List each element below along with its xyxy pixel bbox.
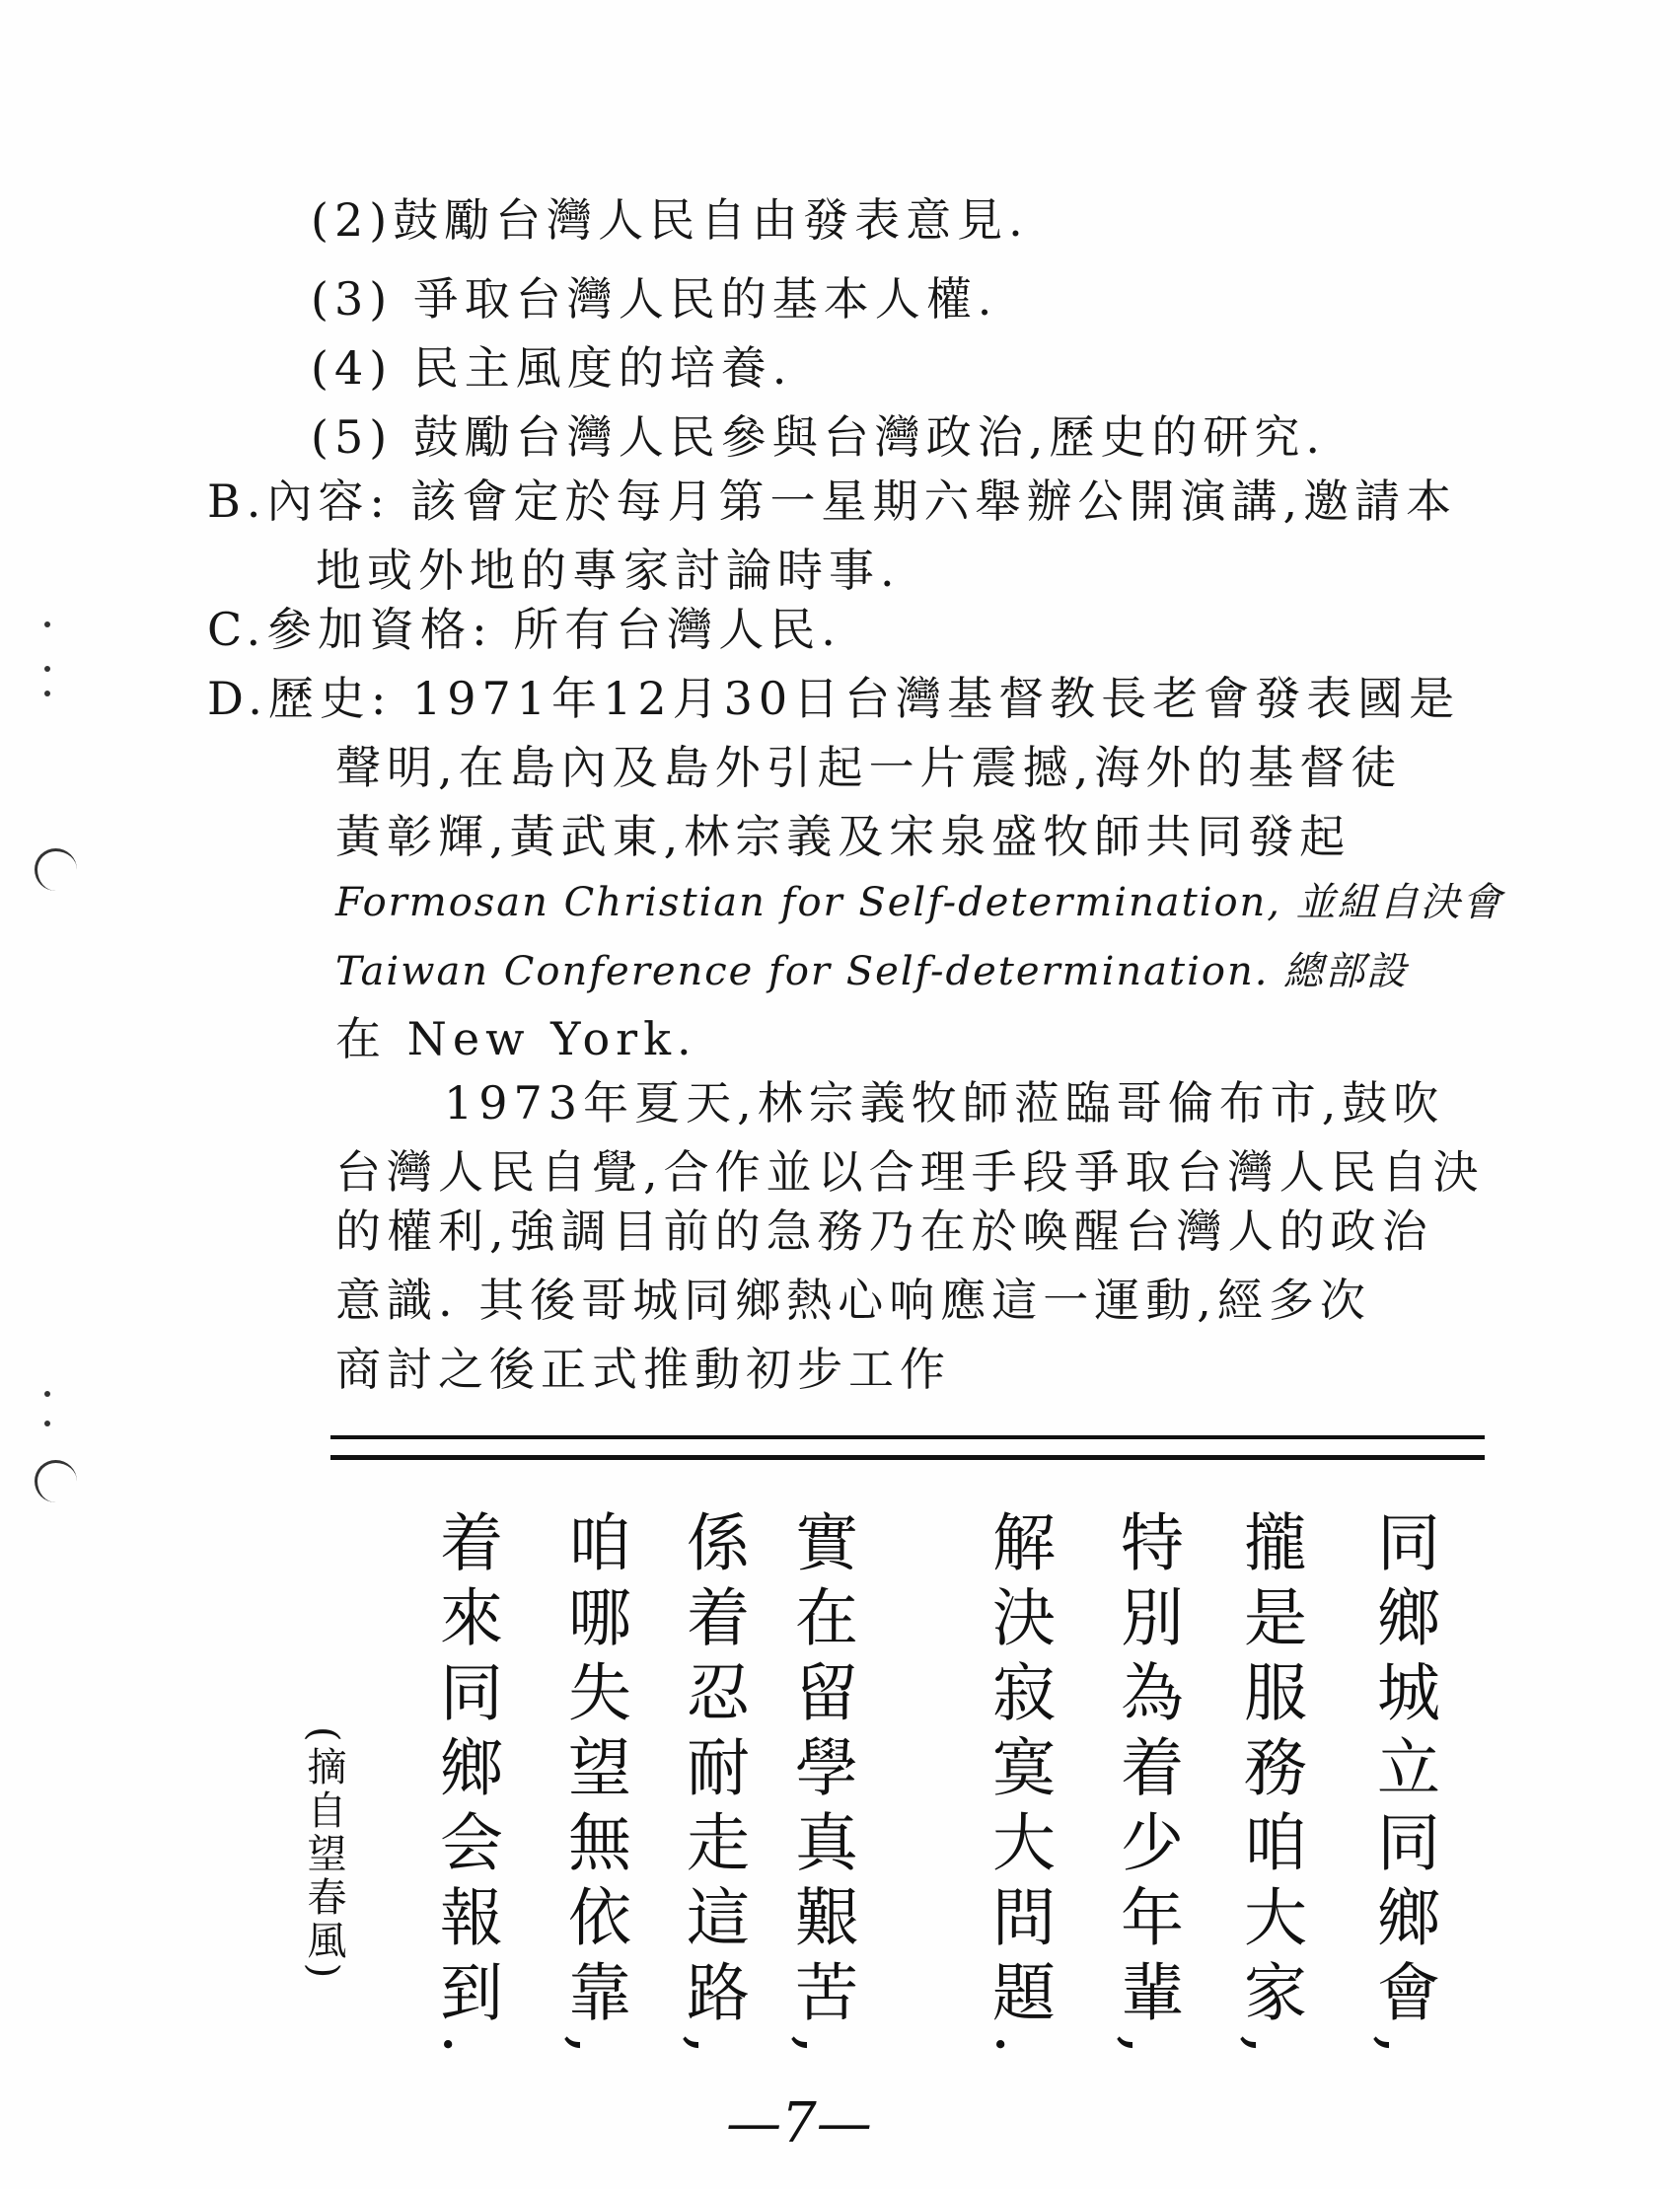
scan-dot <box>44 621 50 627</box>
poem-column: 攏是服務咱大家, <box>1233 1509 1306 2067</box>
text-line: (3) 爭取台灣人民的基本人權. <box>311 272 998 326</box>
text-line: (4) 民主風度的培養. <box>311 341 793 395</box>
poem-column: 特別為着少年輩, <box>1110 1509 1183 2067</box>
text-line: (2)鼓勵台灣人民自由發表意見. <box>311 193 1029 247</box>
poem-column: 同鄉城立同鄉會, <box>1366 1509 1439 2067</box>
text-line: Formosan Christian for Self-determination, 並組自決會 <box>335 880 1503 925</box>
text-line: 地或外地的專家討論時事. <box>316 544 901 597</box>
text-line: C.參加資格: 所有台灣人民. <box>207 603 841 656</box>
text-line: Taiwan Conference for Self-determination. 總部設 <box>335 949 1409 994</box>
text-line: D.歷史: 1971年12月30日台灣基督教長老會發表國是 <box>207 672 1461 725</box>
poem-column: 解決寂寞大問題. <box>982 1509 1055 2067</box>
page-number: —7— <box>726 2091 872 2155</box>
poem-column: 實在留學真艱苦, <box>784 1509 857 2067</box>
text-line: 的權利,強調目前的急務乃在於喚醒台灣人的政治 <box>335 1204 1433 1258</box>
poem-column: 咱哪失望無依靠, <box>557 1509 630 2067</box>
binder-hole-top <box>35 848 77 891</box>
divider-line <box>330 1455 1485 1460</box>
text-line: 聲明,在島內及島外引起一片震撼,海外的基督徒 <box>335 741 1403 794</box>
scan-dot <box>44 1391 50 1397</box>
text-line: 意識. 其後哥城同鄉熱心响應這一運動,經多次 <box>335 1274 1371 1327</box>
poem-column: 係着忍耐走這路, <box>676 1509 749 2067</box>
divider-line <box>330 1435 1485 1439</box>
scan-dot <box>44 1421 50 1426</box>
text-line: 台灣人民自覺,合作並以合理手段爭取台灣人民自決 <box>335 1145 1485 1199</box>
text-line: B.內容: 該會定於每月第一星期六舉辦公開演講,邀請本 <box>207 474 1458 528</box>
text-line: 黃彰輝,黃武東,林宗義及宋泉盛牧師共同發起 <box>335 810 1351 863</box>
binder-hole-bottom <box>35 1460 77 1502</box>
poem-column: 着來同鄉会報到. <box>429 1509 502 2067</box>
scan-dot <box>44 666 50 672</box>
text-line: 商討之後正式推動初步工作 <box>335 1343 951 1396</box>
scan-dot <box>44 691 50 696</box>
text-line: (5) 鼓勵台灣人民參與台灣政治,歷史的研究. <box>311 410 1327 464</box>
text-line: 在 New York. <box>335 1012 697 1065</box>
text-line: 1973年夏天,林宗義牧師蒞臨哥倫布市,鼓吹 <box>444 1076 1445 1130</box>
source-note: (摘自望春風) <box>301 1726 346 1983</box>
